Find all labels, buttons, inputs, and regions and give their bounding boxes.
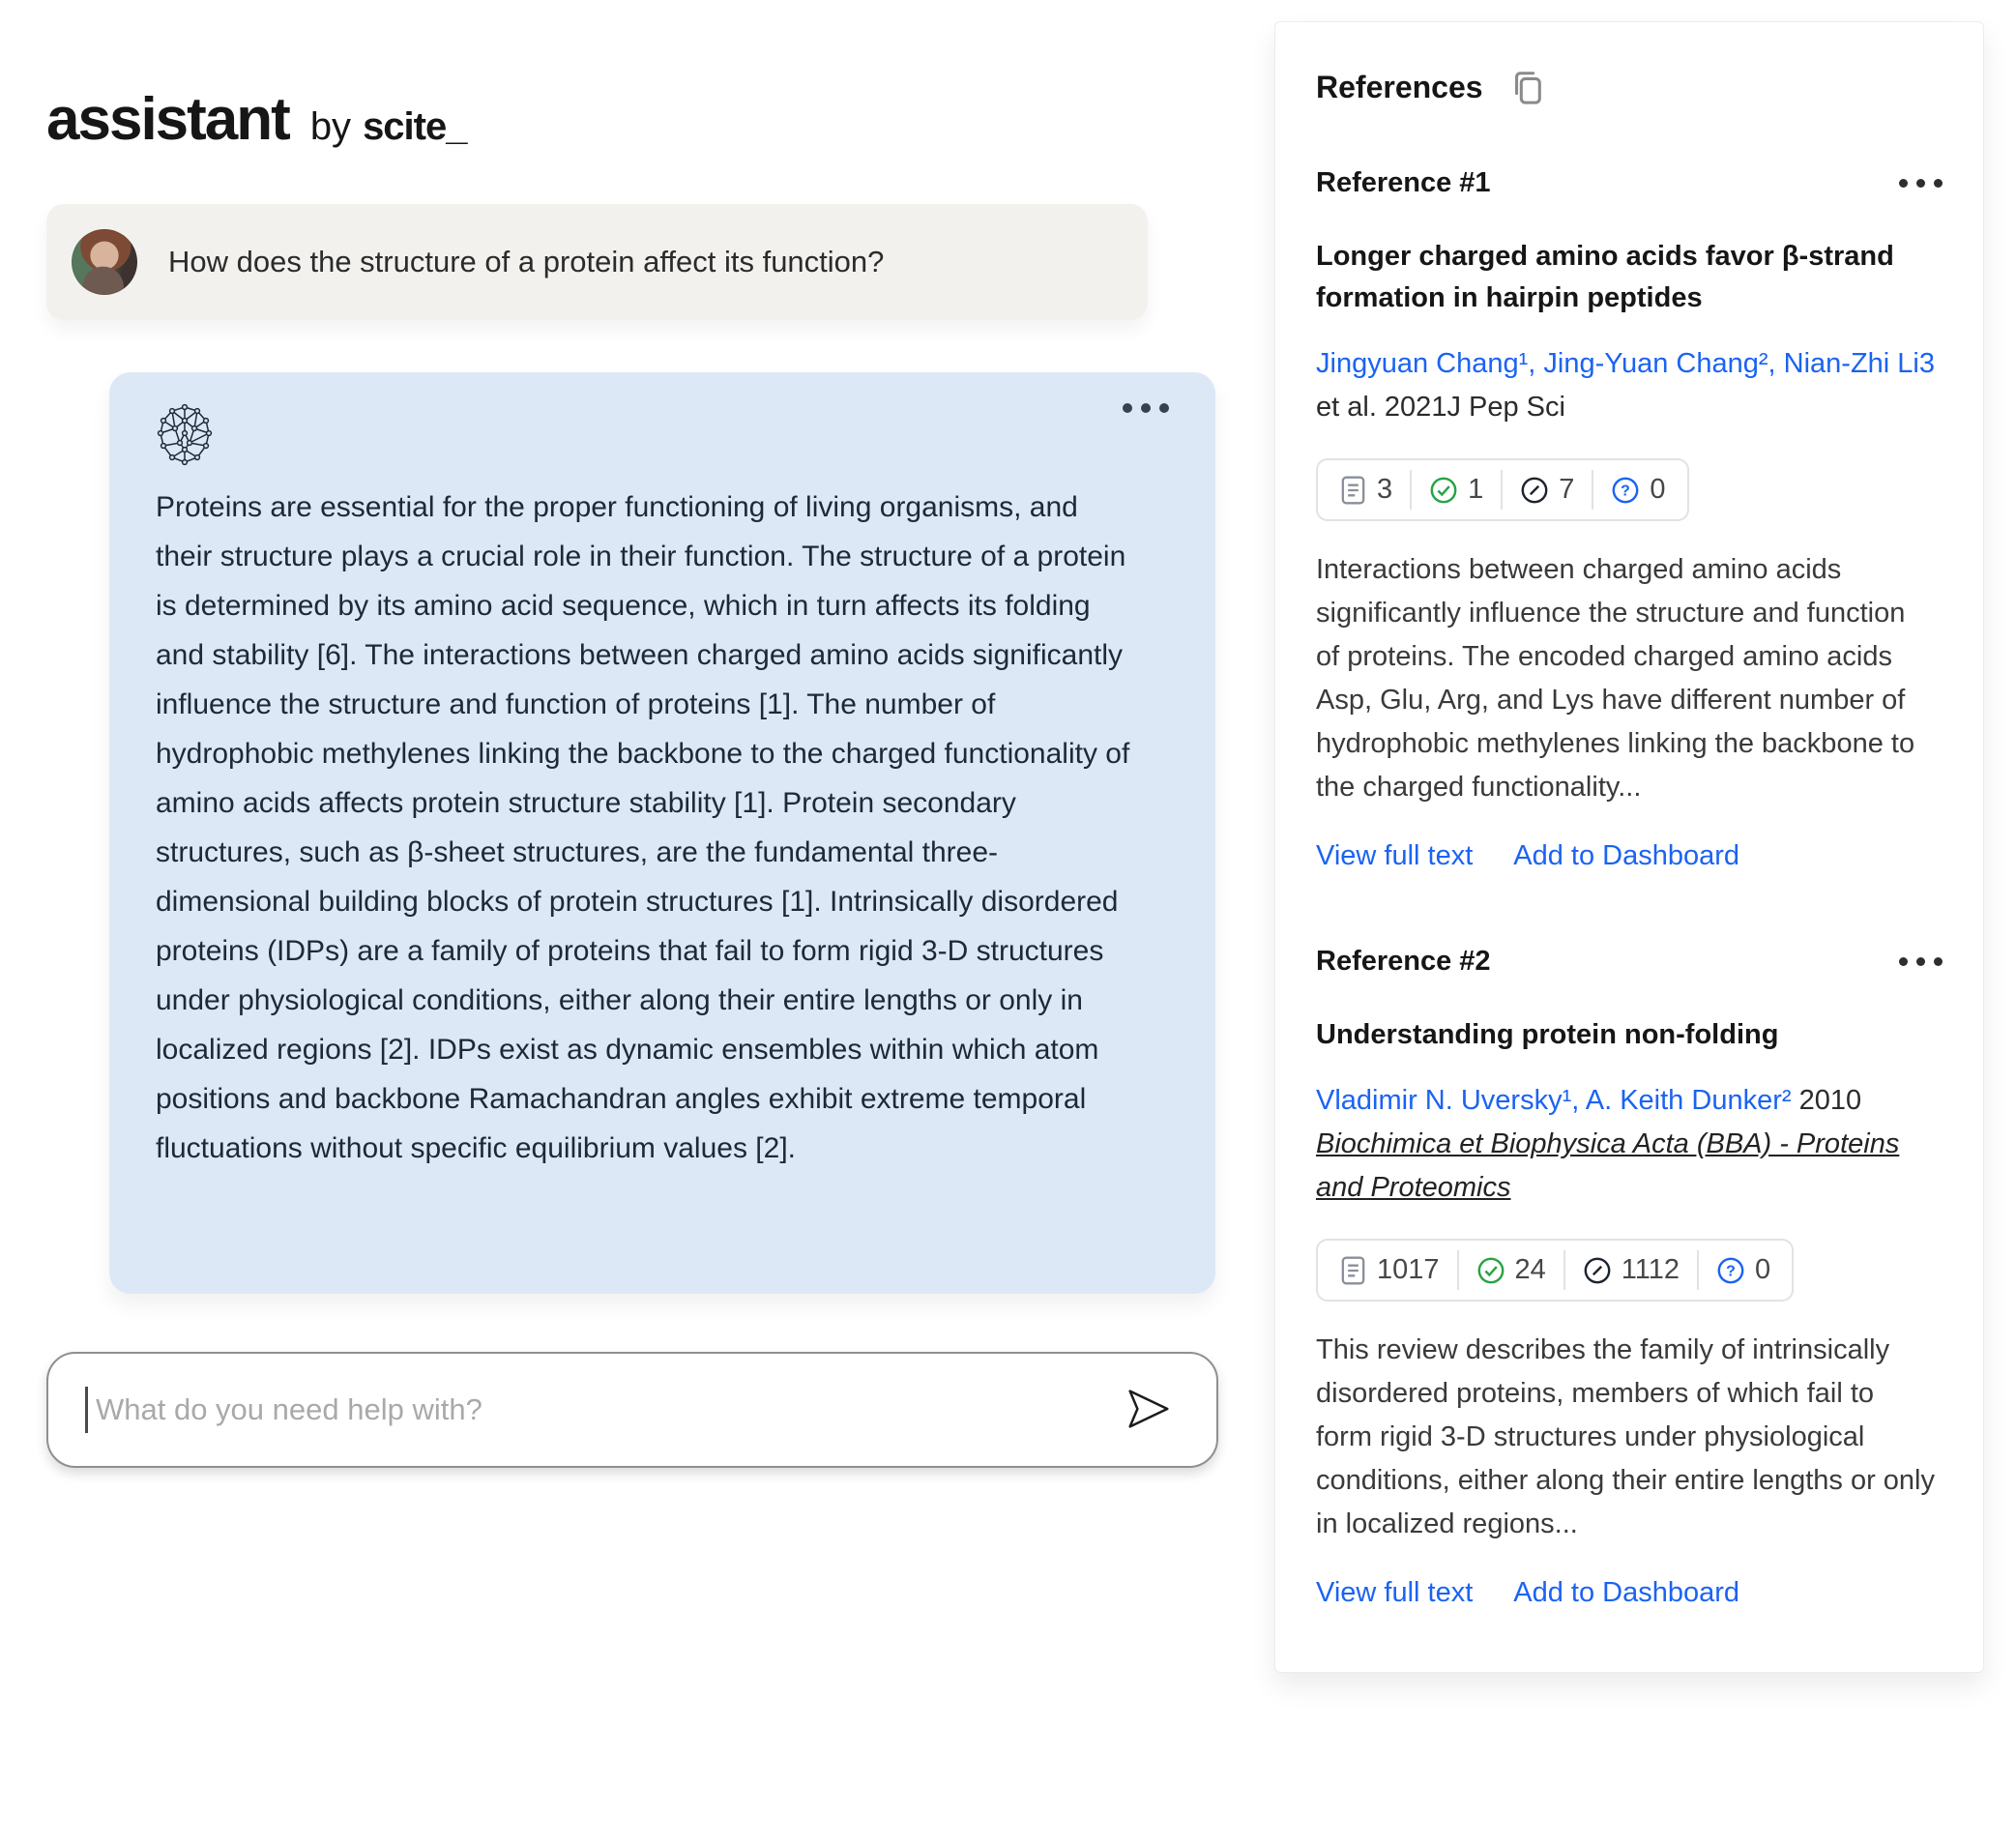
contrasting-question-icon (1611, 476, 1640, 505)
reference-1-overflow-menu-icon[interactable] (1899, 179, 1943, 188)
reference-1-label: Reference #1 (1316, 167, 1491, 198)
supporting-check-icon (1476, 1256, 1505, 1285)
reference-1-snippet: Interactions between charged amino acids significantly influence the structure and function of proteins. The encoded charged amino acids Asp, Glu, Arg, and Lys have different number of hydrophobic methylenes linking the backbone to the charged functionality... (1316, 554, 1915, 803)
reference-2-snippet: This review describes the family of intrinsically disordered proteins, members of which fail to form rigid 3-D structures under physiological conditions, either along their entire lengths or only in localized regions... (1316, 1334, 1935, 1539)
send-button[interactable] (1122, 1383, 1174, 1438)
contrasting-count: 0 (1755, 1254, 1771, 1285)
copy-references-button[interactable] (1508, 67, 1545, 107)
references-panel-header (1316, 67, 1943, 107)
reference-2-contrasting-badge[interactable] (1697, 1250, 1788, 1290)
reference-1-mentioning-badge[interactable] (1501, 470, 1592, 510)
citations-count: 3 (1377, 474, 1393, 505)
reference-1-contrasting-badge[interactable] (1592, 470, 1682, 510)
reference-2-view-full-text-link[interactable]: View full text (1316, 1577, 1474, 1608)
user-message-text: How does the structure of a protein affect its function? (168, 245, 885, 278)
reference-2-journal[interactable]: Biochimica et Biophysica Acta (BBA) - Proteins and Proteomics (1316, 1128, 1900, 1203)
reference-2-scite-badge (1316, 1239, 1794, 1302)
mentioning-slash-icon (1520, 476, 1549, 505)
send-paper-plane-icon (1122, 1383, 1174, 1435)
reference-1-authors (1316, 342, 1935, 429)
mentioning-slash-icon (1583, 1256, 1612, 1285)
message-composer (46, 1352, 1218, 1468)
reference-1-author-links[interactable]: Jingyuan Chang¹, Jing-Yuan Chang², Nian-Zhi Li3 (1316, 348, 1935, 379)
app-title: assistant (46, 86, 289, 153)
reference-2-authors (1316, 1079, 1935, 1210)
chat-input[interactable] (88, 1392, 1102, 1427)
brand-logo-text: scite_ (363, 105, 467, 148)
references-panel (1274, 21, 1984, 1673)
mentioning-count: 7 (1559, 474, 1575, 505)
reference-1-supporting-badge[interactable] (1410, 470, 1501, 510)
supporting-check-icon (1429, 476, 1458, 505)
reference-1-citations-badge[interactable] (1322, 470, 1410, 510)
reference-2-title[interactable]: Understanding protein non-folding (1316, 1019, 1779, 1050)
citations-document-icon (1339, 1255, 1367, 1286)
reference-1-meta: et al. 2021 (1316, 392, 1447, 423)
app-by-label: by (309, 105, 352, 148)
reference-1-scite-badge (1316, 458, 1689, 521)
assistant-message-text: Proteins are essential for the proper functioning of living organisms, and their structure plays a crucial role in their function. The structure of a protein is determined by its amino acid sequence, which in turn affects its folding and stability [6]. The interactions between charged amino acids significantly influence the structure and function of proteins [1]. The number of hydrophobic methylenes linking the backbone to the charged functionality of amino acids affects protein structure stability [1]. Protein secondary structures, such as β-sheet structures, are the fundamental three-dimensional building blocks of protein structures [1]. Intrinsically disordered proteins (IDPs) are a family of proteins that fail to form rigid 3-D structures under physiological conditions, either along their entire lengths or only in localized regions [2]. IDPs exist as dynamic ensembles within which atom positions and backbone Ramachandran angles exhibit extreme temporal fluctuations without specific equilibrium values [2]. (156, 491, 1130, 1164)
reference-2-label-row (1316, 946, 1943, 978)
assistant-message-overflow-menu-icon[interactable] (1123, 403, 1169, 413)
reference-2-label: Reference #2 (1316, 946, 1491, 977)
reference-1-links (1316, 840, 1943, 872)
supporting-count: 1 (1468, 474, 1484, 505)
citations-count: 1017 (1377, 1254, 1440, 1285)
reference-card-2 (1316, 946, 1943, 1609)
assistant-bubble-header (156, 403, 1169, 467)
app-header (46, 85, 1218, 154)
reference-2-author-links[interactable]: Vladimir N. Uversky¹, A. Keith Dunker² (1316, 1085, 1792, 1116)
reference-1-add-to-dashboard-link[interactable]: Add to Dashboard (1513, 840, 1740, 871)
chat-column (46, 0, 1218, 1468)
copy-icon (1508, 67, 1545, 107)
reference-2-supporting-badge[interactable] (1457, 1250, 1563, 1290)
reference-card-1 (1316, 167, 1943, 872)
contrasting-count: 0 (1650, 474, 1666, 505)
reference-1-label-row (1316, 167, 1943, 199)
reference-2-links (1316, 1577, 1943, 1609)
assistant-brain-icon (156, 403, 214, 467)
reference-2-meta: 2010 (1791, 1085, 1862, 1116)
contrasting-question-icon (1716, 1256, 1745, 1285)
citations-document-icon (1339, 475, 1367, 506)
reference-1-journal: J Pep Sci (1446, 392, 1565, 423)
user-avatar (72, 229, 137, 295)
reference-1-title[interactable]: Longer charged amino acids favor β-strand formation in hairpin peptides (1316, 241, 1894, 313)
assistant-message-bubble (109, 372, 1215, 1294)
references-title: References (1316, 69, 1483, 104)
reference-2-citations-badge[interactable] (1322, 1250, 1457, 1290)
svg-text:?: ? (1621, 483, 1631, 500)
user-message-bubble (46, 204, 1148, 320)
reference-2-mentioning-badge[interactable] (1563, 1250, 1697, 1290)
reference-1-view-full-text-link[interactable]: View full text (1316, 840, 1474, 871)
reference-2-add-to-dashboard-link[interactable]: Add to Dashboard (1513, 1577, 1740, 1608)
reference-2-overflow-menu-icon[interactable] (1899, 957, 1943, 966)
mentioning-count: 1112 (1621, 1254, 1680, 1285)
supporting-count: 24 (1514, 1254, 1546, 1285)
svg-text:?: ? (1726, 1263, 1736, 1280)
